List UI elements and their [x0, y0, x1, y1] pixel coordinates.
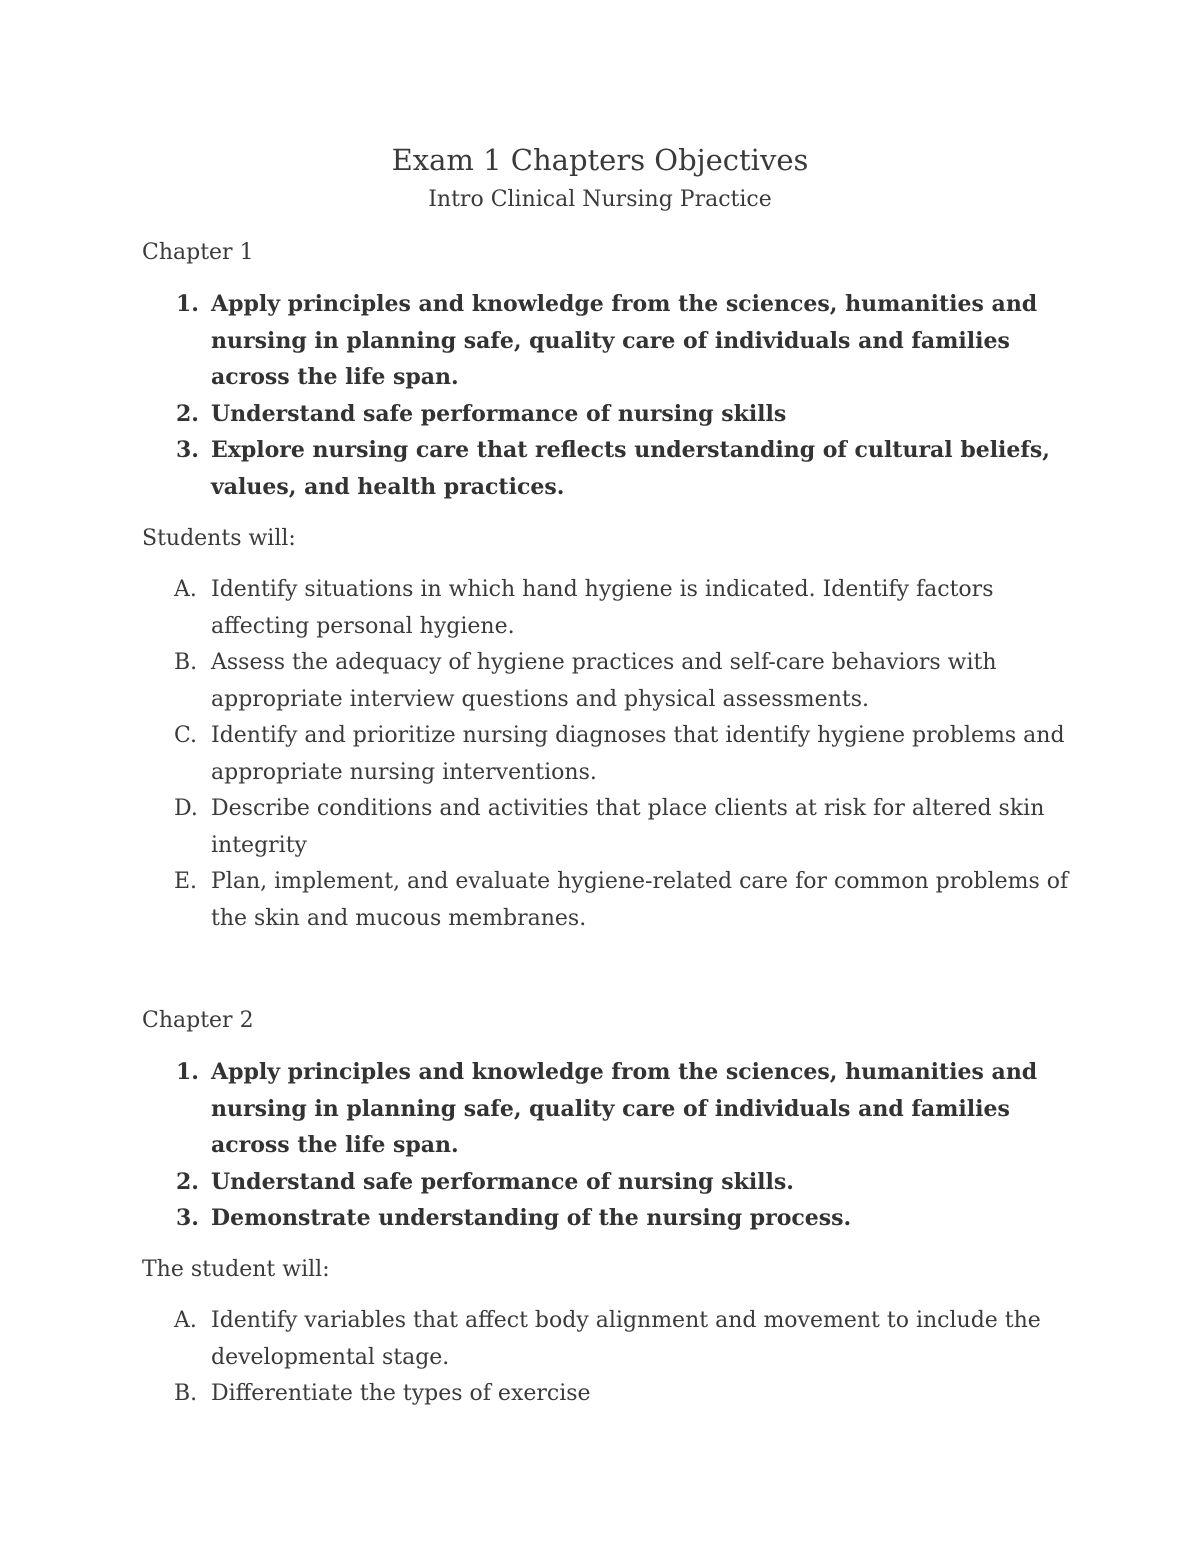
list-marker: 3.	[176, 1205, 199, 1231]
list-marker: B.	[174, 650, 198, 675]
list-marker: C.	[174, 723, 198, 748]
chapter-1-heading: Chapter 1	[142, 240, 254, 265]
objective-text: Apply principles and knowledge from the sciences, humanities and nursing in planning safe, quality care of individuals and families across the life span.	[211, 1059, 1038, 1158]
list-item	[0, 864, 1071, 937]
list-marker: 1.	[176, 291, 199, 317]
list-item	[0, 432, 1071, 505]
list-item	[0, 1376, 1071, 1413]
chapter-2-outcomes	[0, 1303, 1200, 1413]
list-item	[0, 718, 1071, 791]
list-item	[0, 286, 1071, 396]
outcome-text: Differentiate the types of exercise	[211, 1381, 591, 1406]
list-marker: 1.	[176, 1059, 199, 1085]
outcome-text: Assess the adequacy of hygiene practices and self-care behaviors with appropriate interview questions and physical assessments.	[211, 650, 997, 712]
objective-text: Demonstrate understanding of the nursing process.	[211, 1205, 852, 1231]
outcome-text: Identify situations in which hand hygiene is indicated. Identify factors affecting personal hygiene.	[211, 577, 994, 639]
chapter-1-outcomes	[0, 572, 1200, 937]
objective-text: Understand safe performance of nursing skills	[211, 400, 787, 427]
list-item	[0, 645, 1071, 718]
chapter-2-intro: The student will:	[142, 1257, 330, 1282]
list-marker: 2.	[176, 400, 199, 427]
list-item	[0, 1303, 1071, 1376]
list-marker: B.	[174, 1381, 198, 1406]
outcome-text: Describe conditions and activities that place clients at risk for altered skin integrity	[211, 796, 1045, 858]
objective-text: Understand safe performance of nursing skills.	[211, 1168, 794, 1195]
outcome-text: Identify variables that affect body alignment and movement to include the developmental stage.	[211, 1308, 1041, 1370]
list-marker: D.	[174, 796, 198, 821]
list-item	[0, 1200, 1071, 1237]
list-item	[0, 1164, 1071, 1201]
chapter-1-intro: Students will:	[142, 526, 296, 551]
outcome-text: Plan, implement, and evaluate hygiene-related care for common problems of the skin and mucous membranes.	[211, 869, 1069, 931]
outcome-text: Identify and prioritize nursing diagnoses that identify hygiene problems and appropriate nursing interventions.	[211, 723, 1065, 785]
chapter-2-objectives	[0, 1054, 1200, 1237]
list-marker: E.	[174, 869, 198, 894]
list-item	[0, 572, 1071, 645]
list-marker: A.	[174, 577, 197, 602]
document-title: Exam 1 Chapters Objectives	[391, 143, 809, 177]
chapter-1-objectives	[0, 286, 1200, 505]
chapter-2-heading: Chapter 2	[142, 1008, 254, 1033]
list-marker: 2.	[176, 1168, 199, 1195]
objective-text: Apply principles and knowledge from the sciences, humanities and nursing in planning safe, quality care of individuals and families across the life span.	[211, 291, 1038, 390]
list-marker: A.	[174, 1308, 197, 1333]
objective-text: Explore nursing care that reflects understanding of cultural beliefs, values, and health practices.	[211, 437, 1050, 500]
list-item	[0, 791, 1071, 864]
list-item	[0, 396, 1071, 433]
list-marker: 3.	[176, 437, 199, 463]
list-item	[0, 1054, 1071, 1164]
document-subtitle: Intro Clinical Nursing Practice	[428, 187, 772, 212]
